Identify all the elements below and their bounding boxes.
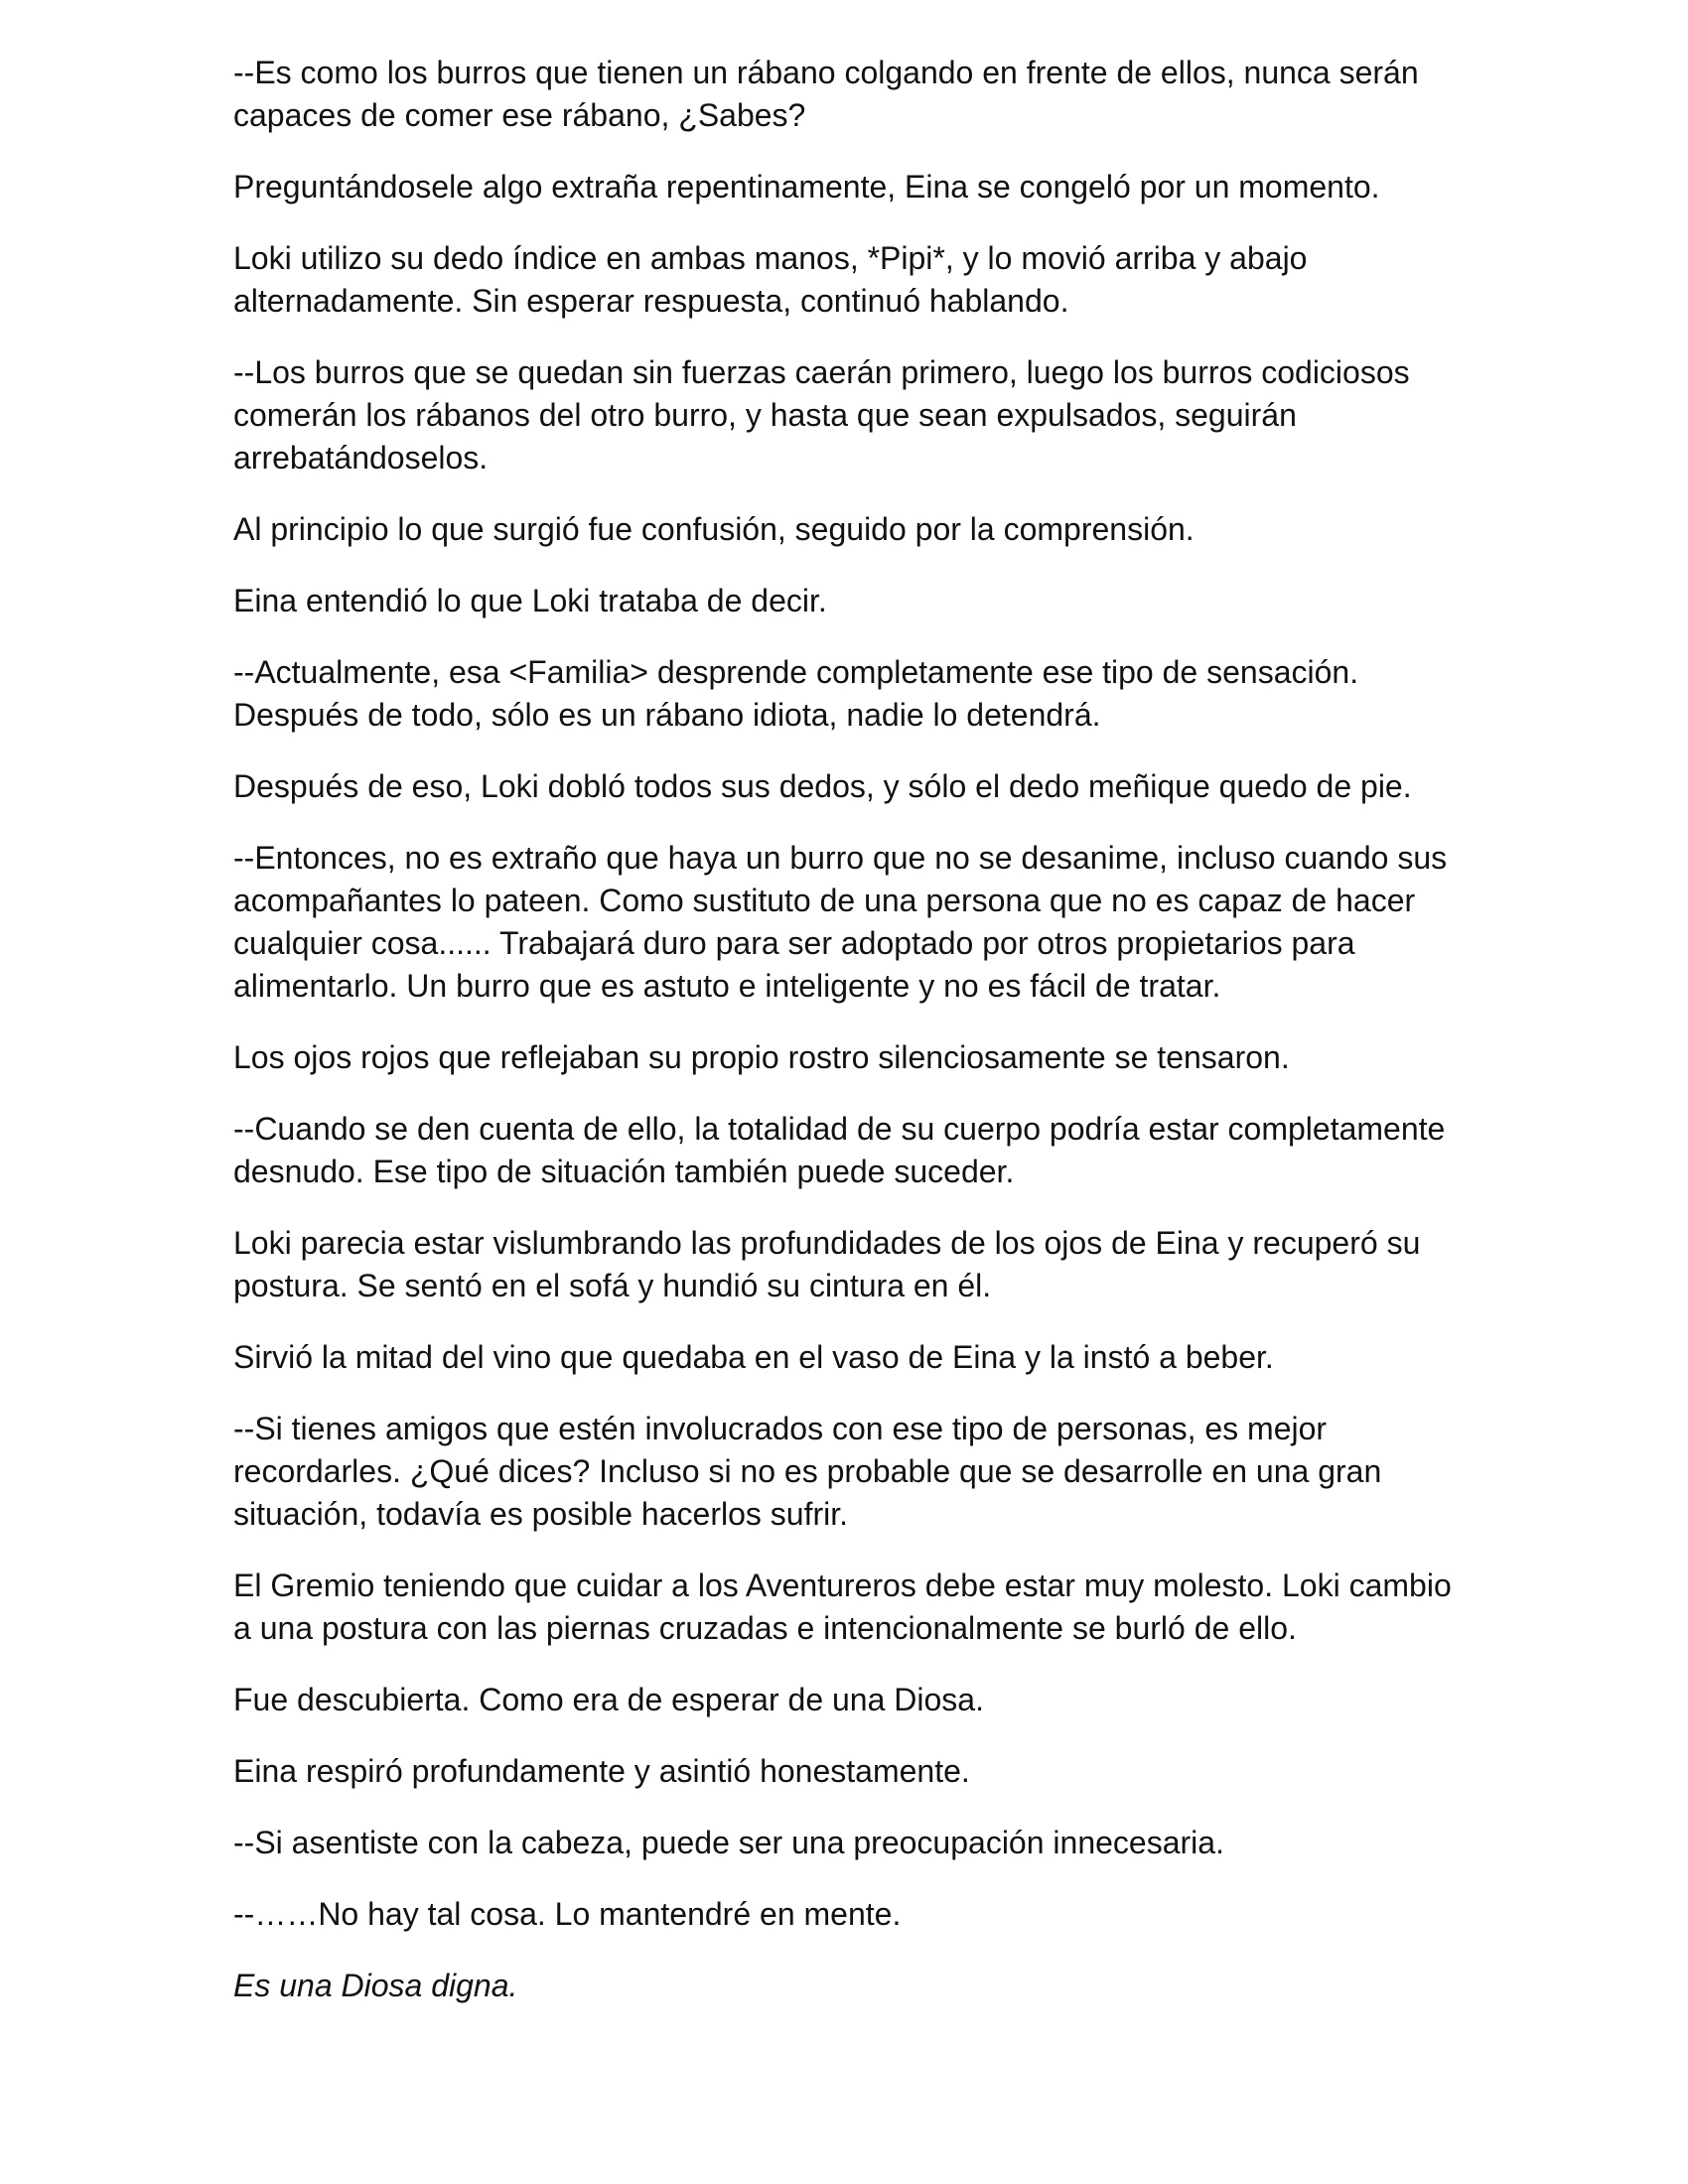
paragraph: --Los burros que se quedan sin fuerzas caerán primero, luego los burros codiciosos comerán los rábanos del otro burro, y hasta que sean expulsados, seguirán arrebatándoselos. (233, 354, 1410, 476)
paragraph: Loki parecia estar vislumbrando las profundidades de los ojos de Eina y recuperó su postura. Se sentó en el sofá y hundió su cintura en él. (233, 1225, 1421, 1303)
paragraph-closing-italic: Es una Diosa digna. (233, 1968, 518, 2003)
paragraph: --Cuando se den cuenta de ello, la totalidad de su cuerpo podría estar completamente desnudo. Ese tipo de situación también puede suceder. (233, 1111, 1446, 1189)
paragraph: --Si asentiste con la cabeza, puede ser una preocupación innecesaria. (233, 1825, 1224, 1860)
paragraph: Fue descubierta. Como era de esperar de una Diosa. (233, 1682, 984, 1717)
paragraph: Los ojos rojos que reflejaban su propio rostro silenciosamente se tensaron. (233, 1039, 1290, 1075)
paragraph: Sirvió la mitad del vino que quedaba en el vaso de Eina y la instó a beber. (233, 1339, 1274, 1375)
paragraph: Eina entendió lo que Loki trataba de decir. (233, 583, 827, 618)
paragraph: Al principio lo que surgió fue confusión, seguido por la comprensión. (233, 511, 1195, 547)
paragraph: Eina respiró profundamente y asintió honestamente. (233, 1753, 970, 1789)
document-page (233, 52, 1465, 2036)
paragraph: Preguntándosele algo extraña repentinamente, Eina se congeló por un momento. (233, 169, 1380, 205)
paragraph: El Gremio teniendo que cuidar a los Aventureros debe estar muy molesto. Loki cambio a una postura con las piernas cruzadas e intencionalmente se burló de ello. (233, 1568, 1452, 1646)
paragraph: --Si tienes amigos que estén involucrados con ese tipo de personas, es mejor recordarles. ¿Qué dices? Incluso si no es probable que se desarrolle en una gran situación, todavía es posible hacerlos sufrir. (233, 1411, 1382, 1532)
paragraph: --Actualmente, esa <Familia> desprende completamente ese tipo de sensación. Después de todo, sólo es un rábano idiota, nadie lo detendrá. (233, 654, 1359, 733)
paragraph: Loki utilizo su dedo índice en ambas manos, *Pipi*, y lo movió arriba y abajo alternadamente. Sin esperar respuesta, continuó hablando. (233, 240, 1308, 319)
paragraph: Después de eso, Loki dobló todos sus dedos, y sólo el dedo meñique quedo de pie. (233, 768, 1412, 804)
paragraph: --Es como los burros que tienen un rábano colgando en frente de ellos, nunca serán capaces de comer ese rábano, ¿Sabes? (233, 55, 1419, 133)
paragraph: --Entonces, no es extraño que haya un burro que no se desanime, incluso cuando sus acompañantes lo pateen. Como sustituto de una persona que no es capaz de hacer cualquier cosa...... Trabajará duro para ser adoptado por otros propietarios para alimentarlo. Un burro que es astuto e inteligente y no es fácil de tratar. (233, 840, 1448, 1004)
paragraph: --……No hay tal cosa. Lo mantendré en mente. (233, 1896, 902, 1932)
